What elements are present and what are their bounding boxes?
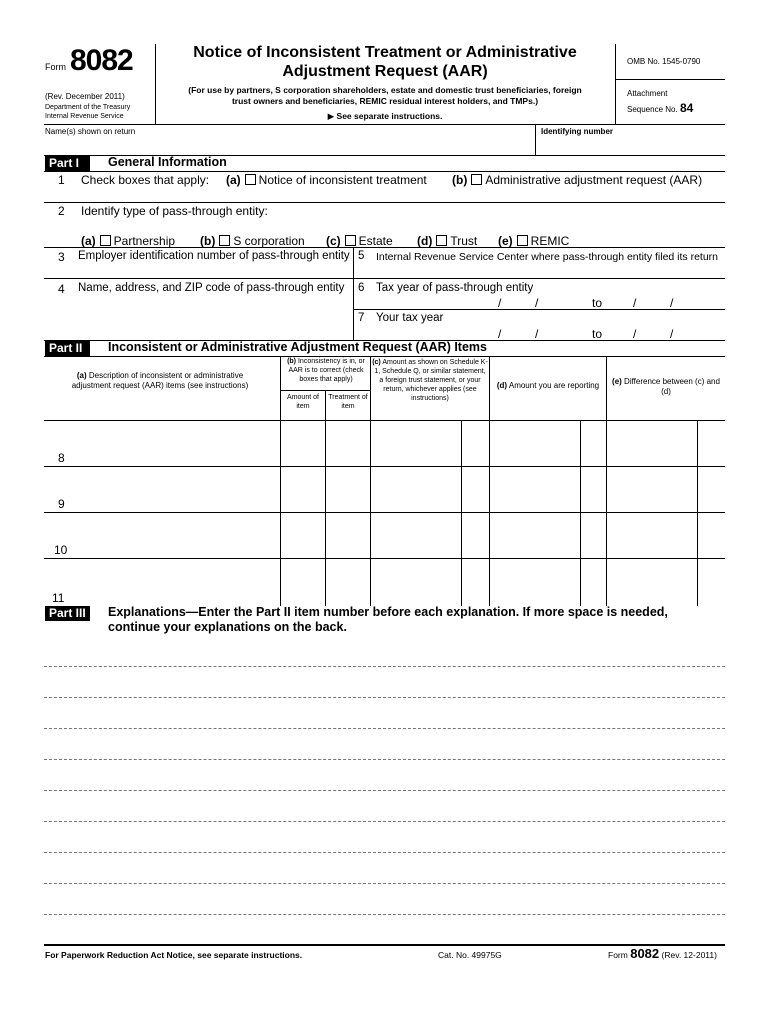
names-input[interactable] <box>44 137 534 155</box>
line-2-label: Identify type of pass-through entity: <box>81 204 268 218</box>
line-1a-letter: (a) <box>226 173 241 187</box>
col-e-text: Difference between (c) and (d) <box>624 377 720 396</box>
table-row[interactable] <box>44 513 725 558</box>
identifying-number-label: Identifying number <box>541 127 613 136</box>
part-3-title <box>108 605 668 635</box>
line-6-date-separator: / <box>670 296 674 310</box>
line-4-label: Name, address, and ZIP code of pass-through entity <box>78 282 345 294</box>
entity-d-label: Trust <box>450 234 478 248</box>
subtitle-line-2: trust owners and beneficiaries, REMIC residual interest holders, and TMPs.) <box>231 96 539 106</box>
part-1-tag: Part I <box>45 156 90 171</box>
catalog-number: Cat. No. 49975G <box>438 950 502 960</box>
entity-c-label: Estate <box>358 234 393 248</box>
names-label: Name(s) shown on return <box>45 127 136 136</box>
sequence-label <box>627 101 693 115</box>
trust-checkbox[interactable] <box>436 235 447 246</box>
department-line: Department of the Treasury <box>45 104 131 111</box>
explanation-line[interactable] <box>44 914 725 915</box>
explanation-line[interactable] <box>44 821 725 822</box>
entity-remic-item[interactable] <box>498 234 569 248</box>
attachment-label: Attachment <box>627 89 668 98</box>
irs-line: Internal Revenue Service <box>45 113 124 120</box>
line-1a-checkbox[interactable] <box>245 174 256 185</box>
explanation-line[interactable] <box>44 852 725 853</box>
paperwork-notice: For Paperwork Reduction Act Notice, see separate instructions. <box>45 950 303 960</box>
col-b-letter: (b) <box>287 358 297 365</box>
explanation-line[interactable] <box>44 666 725 667</box>
identifying-number-input[interactable] <box>536 137 725 155</box>
line-6-to: to <box>592 296 603 310</box>
revision-date: (Rev. December 2011) <box>45 92 125 101</box>
line-1-number: 1 <box>58 173 65 187</box>
sequence-text: Sequence No. <box>627 105 678 114</box>
line-7-date-separator: / <box>633 327 637 341</box>
col-e-header <box>607 377 725 397</box>
line-7-date-separator: / <box>670 327 674 341</box>
entity-a-letter: (a) <box>81 234 96 248</box>
line-1-label: Check boxes that apply: <box>81 173 210 187</box>
line-7-to: to <box>592 327 603 341</box>
line-5-input[interactable] <box>354 264 725 278</box>
explanation-line[interactable] <box>44 728 725 729</box>
line-7-label: Your tax year <box>376 312 444 324</box>
line-6-date-separator: / <box>633 296 637 310</box>
table-row[interactable] <box>44 559 725 604</box>
entity-estate-item[interactable] <box>326 234 393 248</box>
part-2-tag: Part II <box>45 341 90 356</box>
sequence-number: 84 <box>679 101 694 115</box>
line-1b-letter: (b) <box>452 173 468 187</box>
line-1a-label: Notice of inconsistent treatment <box>258 173 427 187</box>
form-title <box>157 43 613 81</box>
line-1b-checkbox[interactable] <box>471 174 482 185</box>
part-1-title: General Information <box>108 155 227 169</box>
entity-b-label: S corporation <box>233 234 305 248</box>
row-10-number: 10 <box>54 543 68 557</box>
line-6-number: 6 <box>358 282 365 294</box>
line-7-date-separator: / <box>535 327 539 341</box>
line-1b-checkbox-item[interactable] <box>452 173 702 187</box>
entity-trust-item[interactable] <box>417 234 477 248</box>
s-corporation-checkbox[interactable] <box>219 235 230 246</box>
row-11-number: 11 <box>52 591 65 605</box>
line-4-number: 4 <box>58 282 65 296</box>
row-9-number: 9 <box>58 497 65 511</box>
explanation-line[interactable] <box>44 697 725 698</box>
col-c-header <box>372 358 488 403</box>
entity-c-letter: (c) <box>326 234 341 248</box>
footer-form-prefix: Form <box>608 950 628 960</box>
subtitle-line-1: (For use by partners, S corporation shareholders, estate and domestic trust beneficiaries, foreign <box>188 85 582 95</box>
col-c-letter: (c) <box>372 359 381 366</box>
entity-partnership-item[interactable] <box>81 234 175 248</box>
title-line-2: Adjustment Request (AAR) <box>282 63 488 80</box>
line-7-date-separator: / <box>498 327 502 341</box>
footer-form-id <box>608 946 717 961</box>
col-d-header <box>490 381 606 391</box>
footer-revision: (Rev. 12-2011) <box>661 950 717 960</box>
part-3-tag: Part III <box>45 606 90 621</box>
remic-checkbox[interactable] <box>517 235 528 246</box>
explanation-line[interactable] <box>44 790 725 791</box>
explanation-line[interactable] <box>44 759 725 760</box>
col-a-text: Description of inconsistent or administrative adjustment request (AAR) items (see instructions) <box>71 371 249 390</box>
line-3-label: Employer identification number of pass-through entity <box>78 250 350 262</box>
entity-e-label: REMIC <box>530 234 570 248</box>
partnership-checkbox[interactable] <box>100 235 111 246</box>
row-8-number: 8 <box>58 451 65 465</box>
estate-checkbox[interactable] <box>345 235 356 246</box>
line-1a-checkbox-item[interactable] <box>226 173 427 187</box>
line-6-date-separator: / <box>535 296 539 310</box>
line-3-input[interactable] <box>44 264 352 278</box>
entity-b-letter: (b) <box>200 234 216 248</box>
line-6-label: Tax year of pass-through entity <box>376 282 534 294</box>
part-3-title-line-1: Explanations—Enter the Part II item number before each explanation. If more space is needed, <box>108 605 668 619</box>
line-2-number: 2 <box>58 204 65 218</box>
explanation-line[interactable] <box>44 883 725 884</box>
entity-s-corporation-item[interactable] <box>200 234 305 248</box>
entity-a-label: Partnership <box>113 234 176 248</box>
entity-e-letter: (e) <box>498 234 513 248</box>
col-b-text: Inconsistency is in, or AAR is to correct (check boxes that apply) <box>288 358 365 383</box>
col-d-letter: (d) <box>496 381 508 390</box>
line-7-number: 7 <box>358 312 365 324</box>
line-4-input[interactable] <box>44 296 352 340</box>
col-c-text: Amount as shown on Schedule K-1, Schedule Q, or similar statement, a foreign trust statement, or your return, whichever applies (see instructions) <box>374 359 488 402</box>
line-6-date-separator: / <box>498 296 502 310</box>
table-row[interactable] <box>44 467 725 512</box>
line-5-number: 5 <box>358 250 365 262</box>
form-subtitle <box>157 85 613 107</box>
col-b-header <box>282 357 370 384</box>
part-3-title-line-2: continue your explanations on the back. <box>108 620 347 634</box>
footer-form-number: 8082 <box>630 946 660 961</box>
see-instructions: ▶ See separate instructions. <box>327 111 443 121</box>
col-b-amount-header: Amount of item <box>287 394 319 410</box>
entity-d-letter: (d) <box>417 234 433 248</box>
line-1b-label: Administrative adjustment request (AAR) <box>485 173 703 187</box>
title-line-1: Notice of Inconsistent Treatment or Administrative <box>193 44 577 61</box>
form-number: 8082 <box>70 44 133 77</box>
omb-number: OMB No. 1545-0790 <box>627 57 701 66</box>
col-e-letter: (e) <box>612 377 622 386</box>
col-d-text: Amount you are reporting <box>508 381 600 390</box>
table-row[interactable] <box>44 421 725 466</box>
line-5-label: Internal Revenue Service Center where pass-through entity filed its return <box>376 251 719 263</box>
col-a-header <box>60 371 260 391</box>
col-b-treatment-header: Treatment of item <box>328 394 368 410</box>
part-2-title: Inconsistent or Administrative Adjustment Request (AAR) Items <box>108 340 487 354</box>
line-3-number: 3 <box>58 250 65 264</box>
col-a-letter: (a) <box>76 371 87 380</box>
form-label: Form <box>45 62 66 72</box>
